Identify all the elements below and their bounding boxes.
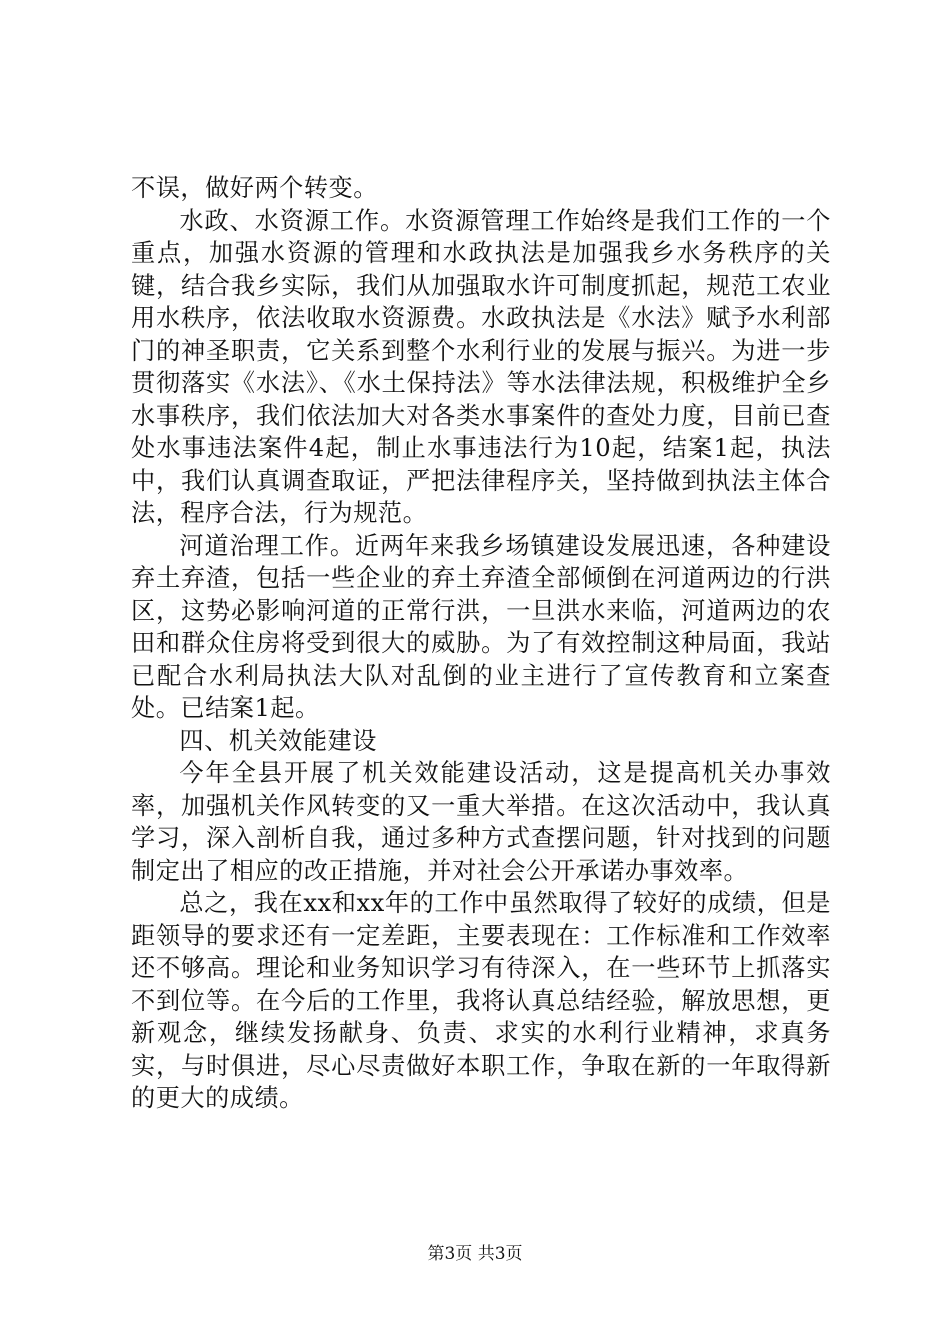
paragraph-summary: 总之，我在xx和xx年的工作中虽然取得了较好的成绩，但是距领导的要求还有一定差距，主要表现在：工作标准和工作效率还不够高。理论和业务知识学习有待深入，在一些环节上抓落实不到位等。在今后的工作里，我将认真总结经验，解放思想，更新观念，继续发扬献身、负责、求实的水利行业精神，求真务实，与时俱进，尽心尽责做好本职工作，争取在新的一年取得新的更大的成绩。 xyxy=(131,889,831,1112)
page-number: 第3页 共3页 xyxy=(427,1244,523,1264)
paragraph-efficiency-building: 今年全县开展了机关效能建设活动，这是提高机关办事效率，加强机关作风转变的又一重大举措。在这次活动中，我认真学习，深入剖析自我，通过多种方式查摆问题，针对找到的问题制定出了相应的改正措施，并对社会公开承诺办事效率。 xyxy=(131,759,831,885)
section-heading-efficiency: 四、机关效能建设 xyxy=(179,726,377,755)
paragraph-river-management: 河道治理工作。近两年来我乡场镇建设发展迅速，各种建设弃土弃渣，包括一些企业的弃土弃渣全部倾倒在河道两边的行洪区，这势必影响河道的正常行洪，一旦洪水来临，河道两边的农田和群众住房将受到很大的威胁。为了有效控制这种局面，我站已配合水利局执法大队对乱倒的业主进行了宣传教育和立案查处。已结案1起。 xyxy=(131,531,831,722)
document-body xyxy=(131,172,831,1115)
paragraph-water-administration: 水政、水资源工作。水资源管理工作始终是我们工作的一个重点，加强水资源的管理和水政执法是加强我乡水务秩序的关键，结合我乡实际，我们从加强取水许可制度抓起，规范工农业用水秩序，依法收取水资源费。水政执法是《水法》赋予水利部门的神圣职责，它关系到整个水利行业的发展与振兴。为进一步贯彻落实《水法》、《水土保持法》等水法律法规，积极维护全乡水事秩序，我们依法加大对各类水事案件的查处力度，目前已查处水事违法案件4起，制止水事违法行为10起，结案1起，执法中，我们认真调查取证，严把法律程序关，坚持做到执法主体合法，程序合法，行为规范。 xyxy=(131,206,831,527)
paragraph-continuation: 不误，做好两个转变。 xyxy=(131,174,378,202)
page-footer xyxy=(0,1242,950,1266)
